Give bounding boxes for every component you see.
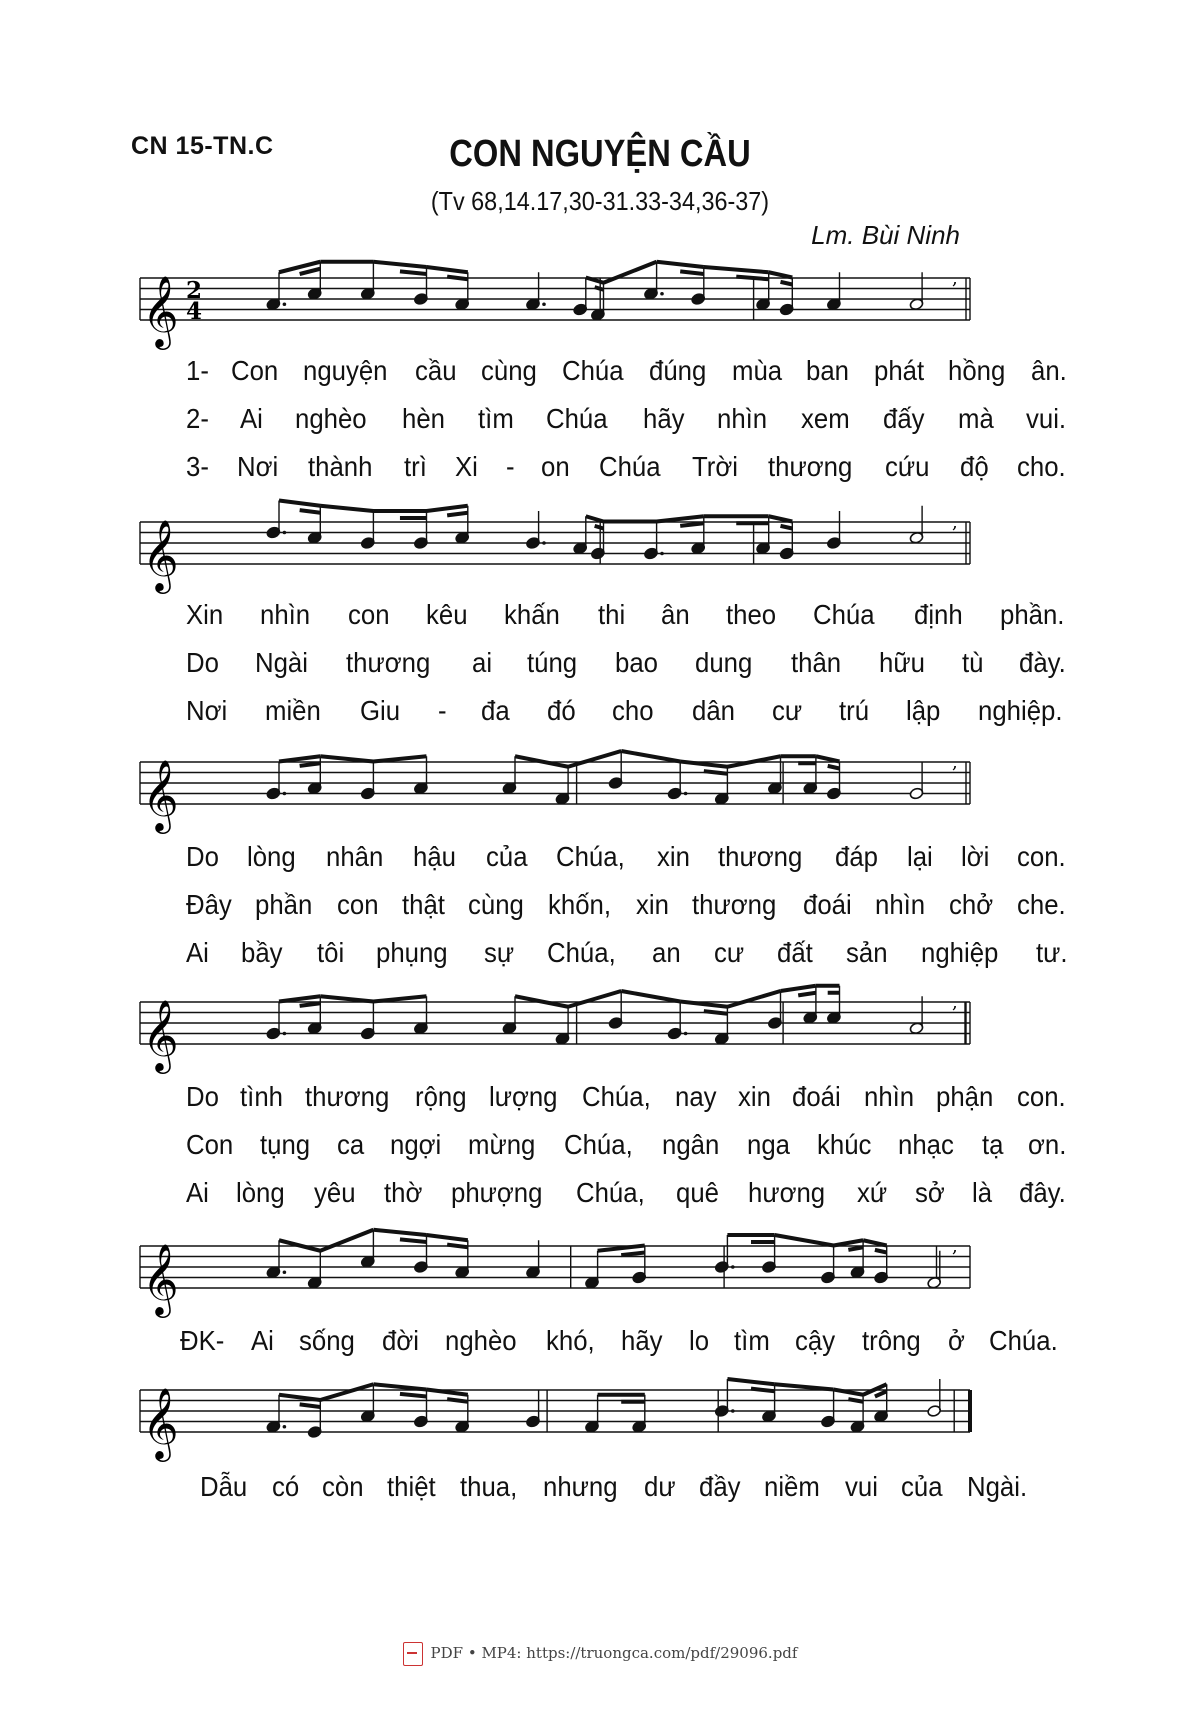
note-beam [427,1235,468,1240]
lyric-syllable: Trời [691,451,738,482]
lyric-syllable: đây. [1019,1177,1066,1208]
lyric-syllable: Xin [186,599,224,630]
note-beam [279,756,320,761]
lyric-syllable: tìm [478,403,514,434]
note-beam [568,751,621,767]
lyric-syllable: mừng [468,1129,536,1160]
lyric-syllable: ca [337,1129,365,1160]
note-beam [775,1384,834,1389]
lyric-syllable: đó [546,695,576,726]
note-dot [660,552,664,556]
note-beam [727,991,780,1007]
lyric-syllable: khốn, [548,889,612,920]
lyric-syllable: Do [186,647,219,678]
note-beam [320,506,373,511]
lyric-syllable: thương [691,889,777,920]
lyric-syllable: trì [404,451,427,482]
lyric-syllable: kêu [425,599,468,630]
lyric-syllable: đày. [1019,647,1066,678]
note-beam [300,1404,321,1407]
lyric-syllable: có [271,1471,299,1502]
note-beam [657,262,704,267]
lyric-syllable: xin [636,889,670,920]
lyric-syllable: Do [186,841,219,872]
lyric-syllable: xem [801,403,850,434]
lyric-syllable: khó, [545,1325,595,1356]
lyric-syllable: Chúa [546,403,608,434]
lyric-syllable: cùng [480,355,537,386]
lyric-syllable: đời [382,1325,420,1356]
note-beam [680,523,704,526]
note-beam [586,516,604,521]
note-dot [684,792,688,796]
lyric-syllable: hãy [621,1325,663,1356]
lyric-syllable: Đây [186,889,232,920]
lyric-syllable: thương [305,1081,390,1112]
note-beam [621,991,680,1002]
note-dot [731,1409,735,1413]
note-beam [427,267,468,272]
lyric-syllable: Ai [240,403,264,434]
lyric-syllable: ngợi [389,1129,442,1160]
note-beam [373,1384,426,1389]
lyric-syllable: cậy [795,1325,836,1356]
lyric-syllable: niềm [764,1471,820,1502]
note-dot [542,302,546,306]
lyric-syllable: độ [959,451,989,482]
note-dot [283,1425,287,1429]
note-beam [373,756,426,761]
lyric-syllable: trông [861,1325,921,1356]
lyric-syllable: 1- [186,355,209,386]
lyric-syllable: nghiệp. [978,695,1063,726]
staff-system-4 [140,990,1080,1071]
lyric-syllable: lời [960,841,989,872]
treble-clef-icon: 𝄞 [142,274,179,347]
note-beam [875,1250,887,1253]
lyric-syllable: 2- [186,403,209,434]
lyric-syllable: của [901,1471,943,1502]
note-beam [595,526,604,529]
lyric-syllable: Ai [250,1325,274,1356]
lyric-syllable: Ngài. [966,1471,1027,1502]
lyric-syllable: con. [1016,841,1066,872]
lyric-syllable: Dẫu [200,1471,248,1502]
lyric-syllable: phận [936,1081,994,1112]
note-beam [279,501,320,506]
note-beam [798,993,816,996]
lyric-row [186,403,1070,441]
note-dot [660,292,664,296]
lyric-syllable: ban [806,355,850,386]
lyric-syllable: xin [738,1081,772,1112]
lyric-syllable: dư [644,1471,676,1502]
note-dot [731,1265,735,1269]
lyric-syllable: nhưng [542,1471,618,1502]
note-beam [680,271,704,274]
lyric-syllable: tìm [733,1325,770,1356]
lyric-syllable: cư [713,937,744,968]
lyric-syllable: lại [907,841,933,872]
lyric-syllable: sở [914,1177,945,1208]
time-signature: 4 [186,298,203,325]
lyric-syllable: Chúa, [564,1129,634,1160]
lyric-syllable: tình [240,1081,284,1112]
lyric-syllable: Ai [186,937,209,968]
lyric-syllable: lượng [489,1081,558,1112]
lyric-syllable: nhìn [259,599,310,630]
breath-mark: , [952,268,958,289]
note-beam [727,1379,774,1384]
lyric-syllable: túng [526,647,577,678]
lyric-syllable: an [652,937,682,968]
lyric-syllable: rộng [414,1081,467,1112]
lyric-syllable: Xi [455,451,478,482]
lyric-row [186,647,1070,685]
lyric-syllable: cho. [1017,451,1066,482]
lyric-syllable: Nơi [236,451,279,482]
composer: Lm. Bùi Ninh [811,220,960,250]
breath-mark: , [952,992,958,1013]
note-beam [828,766,840,769]
lyric-syllable: đa [481,695,511,726]
lyric-syllable: dân [691,695,735,726]
lyric-syllable: thân [790,647,841,678]
refrain-lyric-row [200,1471,1032,1509]
lyric-syllable: đất [776,937,813,968]
note-beam [400,1394,427,1397]
lyric-syllable: on [541,451,571,482]
lyric-syllable: thương [346,647,431,678]
lyric-syllable: cứu [885,451,930,482]
lyric-syllable: lòng [236,1177,285,1208]
lyric-syllable: khấn [504,599,561,630]
lyric-syllable: định [913,599,963,630]
lyric-syllable: quê [675,1177,719,1208]
note-beam [279,996,320,1001]
lyric-syllable: nhìn [875,889,926,920]
lyric-syllable: hữu [878,647,925,678]
note-beam [781,282,793,285]
note-beam [320,756,373,761]
lyric-row [186,695,1070,733]
note-dot [542,541,546,545]
note-beam [775,1235,834,1246]
lyric-syllable: phát [873,355,924,386]
lyric-syllable: Giu [359,695,401,726]
lyric-syllable: lo [689,1325,710,1356]
lyric-syllable: con [337,889,379,920]
note-beam [320,1230,373,1251]
note-beam [875,1391,887,1396]
note-beam [320,1384,373,1400]
lyric-syllable: thương [717,841,803,872]
lyric-syllable: đấy [883,403,925,434]
lyric-syllable: ân. [1031,355,1067,386]
lyric-syllable: ân [661,599,690,630]
lyric-syllable: tù [962,647,984,678]
lyric-syllable: hãy [642,403,685,434]
lyric-syllable: Chúa [561,355,624,386]
note-beam [300,269,321,274]
lyric-syllable: thiệt [386,1471,436,1502]
note-dot [283,792,287,796]
treble-clef-icon: 𝄞 [142,1386,179,1459]
lyric-row [186,1129,1070,1167]
lyric-syllable: phần. [999,599,1065,630]
note-beam [447,277,468,280]
lyric-syllable: Chúa, [575,1177,645,1208]
lyric-syllable: nghiệp [921,937,999,968]
note-beam [848,1399,863,1402]
lyric-syllable: bầy [241,937,283,968]
lyric-syllable: hương [747,1177,825,1208]
treble-clef-icon: 𝄞 [142,758,179,831]
breath-mark: , [952,752,958,773]
lyric-syllable: bao [614,647,658,678]
lyric-syllable: Ngài [255,647,309,678]
lyric-syllable: thật [401,889,445,920]
lyric-syllable: vui. [1026,403,1067,434]
lyric-syllable: ĐK- [180,1325,225,1356]
note-beam [834,1240,864,1245]
lyric-syllable: phần [255,889,313,920]
lyric-syllable: nhạc [898,1129,955,1160]
staff-system-5 [140,1234,1080,1315]
lyric-syllable: Do [186,1081,219,1112]
lyric-syllable: xin [656,841,690,872]
note-beam [736,277,768,280]
lyric-syllable: hồng [948,355,1006,386]
lyric-syllable: thương [767,451,852,482]
lyric-syllable: nhìn [717,403,768,434]
footer-link[interactable] [0,1642,1200,1666]
note-beam [621,1253,645,1256]
note-dot [283,1032,287,1036]
note-dot [684,1032,688,1036]
lyric-syllable: sống [298,1325,355,1356]
pdf-file-icon [403,1642,423,1666]
note-beam [447,513,468,516]
note-beam [863,1240,887,1245]
lyric-syllable: nga [747,1129,790,1160]
lyric-syllable: phượng [451,1177,543,1208]
note-beam [400,1239,427,1242]
lyric-syllable: thi [598,599,626,630]
lyric-syllable: theo [725,599,776,630]
lyric-syllable: nghèo [444,1325,517,1356]
note-beam [657,516,704,521]
lyric-syllable: cầu [415,355,457,386]
lyric-syllable: yêu [314,1177,356,1208]
lyric-row [186,1081,1070,1119]
lyric-syllable: con. [1016,1081,1066,1112]
lyric-syllable: thờ [384,1177,423,1208]
note-dot [283,1270,287,1274]
note-beam [781,526,793,529]
note-beam [300,763,321,766]
lyric-syllable: là [972,1177,993,1208]
lyric-row [186,451,1070,489]
lyric-syllable: nhân [325,841,384,872]
lyric-syllable: che. [1016,889,1066,920]
note-dot [283,302,287,306]
lyric-syllable: Chúa. [989,1325,1059,1356]
lyric-syllable: ngân [661,1129,720,1160]
lyric-syllable: 3- [186,451,209,482]
note-beam [621,751,680,762]
lyric-syllable: của [485,841,528,872]
note-beam [447,1245,468,1248]
staff-system-6 [140,1378,1080,1459]
treble-clef-icon: 𝄞 [142,998,179,1071]
song-title: CON NGUYỆN CẦU [449,133,751,175]
lyric-syllable: lòng [247,841,296,872]
lyric-syllable: ai [471,647,492,678]
note-beam [373,262,426,267]
lyric-syllable: đoái [792,1081,842,1112]
lyric-row [186,841,1070,879]
note-beam [300,1003,321,1006]
note-beam [373,1230,426,1235]
lyric-syllable: dung [695,647,753,678]
note-beam [704,1011,728,1014]
note-beam [595,287,604,290]
lyric-syllable: đoái [802,889,852,920]
staff-system-1 [140,266,1080,347]
note-beam [751,1389,775,1392]
lyric-syllable: tôi [316,937,344,968]
lyric-syllable: Chúa [598,451,661,482]
lyric-syllable: sự [484,937,515,968]
lyric-syllable: cư [772,695,803,726]
lyric-syllable: - [505,451,515,482]
lyric-syllable: tư. [1035,937,1068,968]
lyric-syllable: hèn [401,403,445,434]
lyric-syllable: Nơi [186,695,228,726]
note-beam [320,996,373,1001]
lyric-syllable: nguyện [302,355,388,386]
lyric-syllable: vui [845,1471,879,1502]
lyric-syllable: miền [265,695,321,726]
lyric-row [186,599,1070,637]
lyric-syllable: chở [949,889,994,920]
lyric-syllable: thua, [460,1471,518,1502]
note-beam [568,991,621,1007]
lyric-row [186,937,1070,975]
lyric-syllable: khúc [816,1129,871,1160]
lyric-syllable: lập [906,695,941,726]
lyric-syllable: cùng [468,889,525,920]
footer-text: PDF • MP4: https://truongca.com/pdf/29096.pdf [430,1644,798,1662]
note-beam [769,516,793,521]
lyric-row [186,889,1070,927]
lyric-syllable: tụng [260,1129,311,1160]
lyric-syllable: Chúa, [556,841,626,872]
breath-mark: , [952,1236,958,1257]
lyric-syllable: đáp [834,841,878,872]
lyric-syllable: Chúa, [581,1081,651,1112]
lyric-syllable: sản [845,937,888,968]
lyric-syllable: còn [321,1471,364,1502]
lyric-syllable: ơn. [1028,1129,1067,1160]
lyric-syllable: đúng [649,355,707,386]
lyric-syllable: Con [231,355,279,386]
lyric-row [186,1177,1070,1215]
lyric-syllable: con [347,599,390,630]
refrain-lyric-row [180,1325,1064,1363]
note-beam [848,1247,863,1250]
lyric-syllable: đầy [698,1471,741,1502]
psalm-reference: (Tv 68,14.17,30-31.33-34,36-37) [430,186,770,216]
note-beam [604,262,657,283]
lyric-syllable: phụng [376,937,448,968]
lyric-syllable: Ai [186,1177,209,1208]
lyric-syllable: ở [948,1325,966,1356]
lyric-syllable: cho [612,695,654,726]
lyric-syllable: thành [307,451,373,482]
lyric-row [186,355,1070,393]
lyric-syllable: Chúa, [547,937,617,968]
note-beam [427,506,468,511]
note-dot [283,531,287,535]
lyric-syllable: xứ [856,1177,887,1208]
breath-mark: , [952,512,958,533]
lyric-syllable: nay [674,1081,717,1112]
staff-system-3 [140,750,1080,831]
time-signature: 2 [186,277,203,304]
note-beam [769,272,793,277]
note-beam [704,267,769,272]
note-beam [279,1395,320,1400]
lyric-syllable: hậu [413,841,457,872]
lyric-syllable: Con [186,1129,234,1160]
sheet-label: CN 15-TN.C [131,132,274,160]
lyric-syllable: mà [958,403,994,434]
note-beam [400,271,427,274]
note-beam [781,986,816,991]
note-beam [704,771,728,774]
staff-system-2 [140,510,1080,591]
lyric-syllable: tạ [981,1129,1004,1160]
lyric-syllable: trú [839,695,870,726]
note-beam [447,1399,468,1402]
lyric-syllable: mùa [731,355,782,386]
note-beam [373,996,426,1001]
note-beam [816,756,840,761]
lyric-syllable: nhìn [863,1081,914,1112]
lyric-syllable: nghèo [294,403,367,434]
lyric-syllable: Chúa [813,599,876,630]
note-beam [300,510,321,513]
treble-clef-icon: 𝄞 [142,1242,179,1315]
lyric-syllable: - [437,695,447,726]
treble-clef-icon: 𝄞 [142,518,179,591]
